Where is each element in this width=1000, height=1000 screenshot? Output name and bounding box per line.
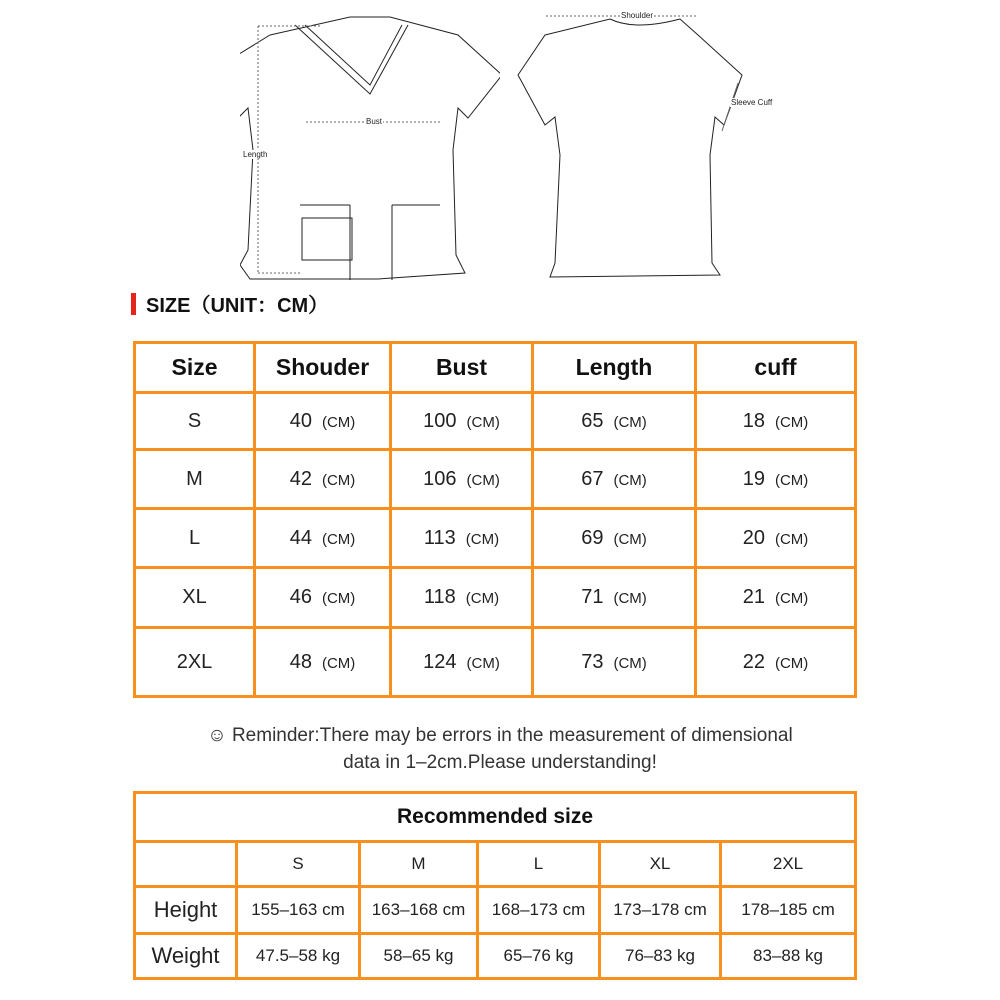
cuff-cell: 18 (CM) [696, 393, 856, 450]
shoulder-cell: 42 (CM) [255, 450, 391, 509]
accent-bar [131, 293, 136, 315]
size-cell: M [135, 450, 255, 509]
value-cell: 83–88 kg [721, 934, 856, 979]
row-label: Height [135, 887, 237, 934]
sleeve-cuff-label: Sleeve Cuff [731, 98, 773, 107]
size-header: L [478, 842, 600, 887]
height-row [135, 887, 856, 934]
value-cell: 65–76 kg [478, 934, 600, 979]
bust-cell: 118 (CM) [391, 568, 533, 628]
size-header: 2XL [721, 842, 856, 887]
header-shoulder: Shouder [255, 343, 391, 393]
value-cell: 58–65 kg [360, 934, 478, 979]
bust-label: Bust [366, 117, 383, 126]
length-cell: 73 (CM) [533, 628, 696, 697]
shoulder-cell: 44 (CM) [255, 509, 391, 568]
size-cell: 2XL [135, 628, 255, 697]
cuff-cell: 19 (CM) [696, 450, 856, 509]
reminder-note [0, 722, 1000, 776]
bust-cell: 106 (CM) [391, 450, 533, 509]
bust-cell: 124 (CM) [391, 628, 533, 697]
shoulder-label: Shoulder [621, 11, 654, 20]
recommended-title: Recommended size [135, 793, 856, 842]
shoulder-cell: 40 (CM) [255, 393, 391, 450]
value-cell: 155–163 cm [237, 887, 360, 934]
size-header: S [237, 842, 360, 887]
size-cell: L [135, 509, 255, 568]
length-cell: 67 (CM) [533, 450, 696, 509]
recommended-size-table [133, 791, 857, 980]
table-row [135, 509, 856, 568]
weight-row [135, 934, 856, 979]
cuff-cell: 22 (CM) [696, 628, 856, 697]
section-title [131, 289, 328, 318]
length-cell: 65 (CM) [533, 393, 696, 450]
size-cell: S [135, 393, 255, 450]
shoulder-cell: 48 (CM) [255, 628, 391, 697]
table-row [135, 568, 856, 628]
size-cell: XL [135, 568, 255, 628]
value-cell: 178–185 cm [721, 887, 856, 934]
value-cell: 47.5–58 kg [237, 934, 360, 979]
header-cuff: cuff [696, 343, 856, 393]
reminder-line-1: Reminder:There may be errors in the measurement of dimensional [231, 725, 793, 746]
row-label: Weight [135, 934, 237, 979]
size-table [133, 341, 857, 698]
header-length: Length [533, 343, 696, 393]
length-cell: 69 (CM) [533, 509, 696, 568]
bust-cell: 113 (CM) [391, 509, 533, 568]
value-cell: 163–168 cm [360, 887, 478, 934]
reminder-line-2: data in 1–2cm.Please understanding! [343, 752, 657, 773]
value-cell: 173–178 cm [600, 887, 721, 934]
garment-front-diagram [240, 10, 500, 285]
size-table-header [135, 343, 856, 393]
cuff-cell: 20 (CM) [696, 509, 856, 568]
cuff-cell: 21 (CM) [696, 568, 856, 628]
table-row [135, 450, 856, 509]
size-header: XL [600, 842, 721, 887]
length-label: Length [243, 150, 268, 159]
header-size: Size [135, 343, 255, 393]
table-row [135, 393, 856, 450]
table-row [135, 628, 856, 697]
bust-cell: 100 (CM) [391, 393, 533, 450]
section-title-text: SIZE（UNIT：CM） [146, 295, 329, 317]
shoulder-cell: 46 (CM) [255, 568, 391, 628]
size-header: M [360, 842, 478, 887]
size-header-row [135, 842, 856, 887]
garment-back-diagram [510, 5, 780, 285]
value-cell: 76–83 kg [600, 934, 721, 979]
smiley-icon: ☺ [207, 725, 227, 746]
length-cell: 71 (CM) [533, 568, 696, 628]
value-cell: 168–173 cm [478, 887, 600, 934]
header-bust: Bust [391, 343, 533, 393]
